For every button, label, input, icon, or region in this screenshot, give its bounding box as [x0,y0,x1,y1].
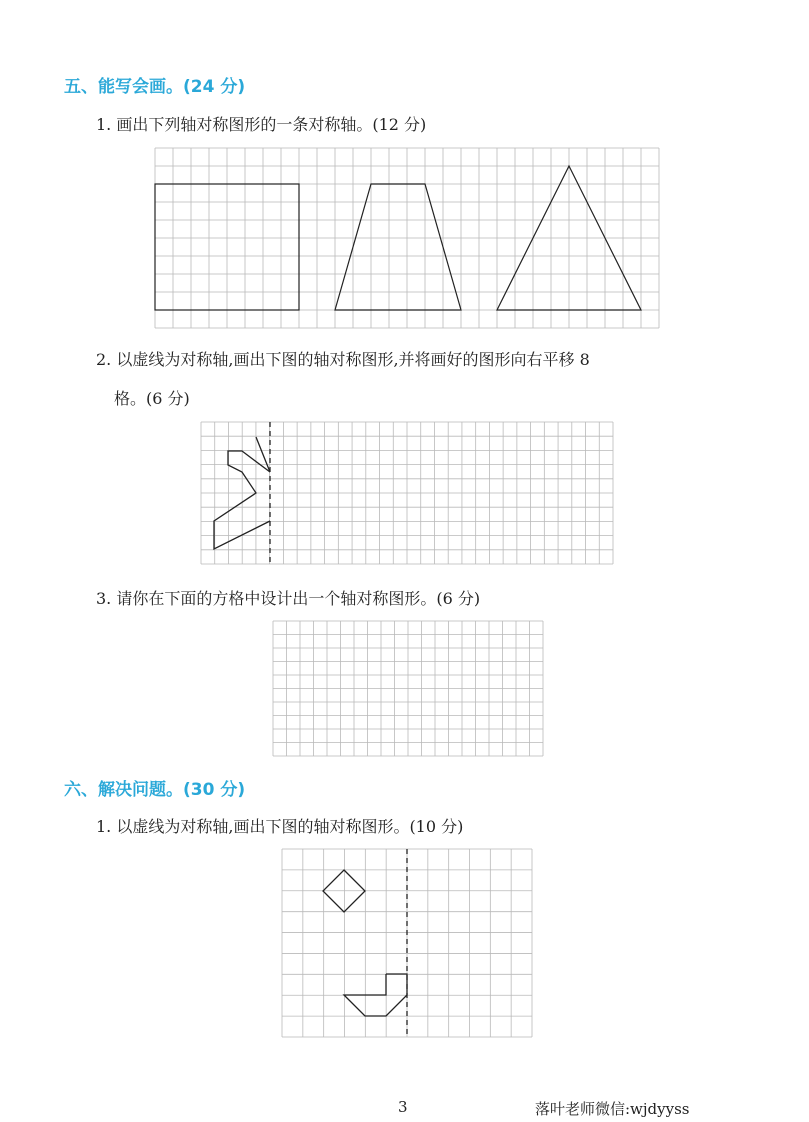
trapezoid-shape [335,184,461,310]
grid-design[interactable] [273,621,543,756]
grid-reflect-translate[interactable] [201,422,613,564]
section-title-6: 六、解决问题。(30 分) [64,780,246,800]
footer-credit: 落叶老师微信:wjdyyss [535,1100,690,1118]
question-6-1: 1. 以虚线为对称轴,画出下图的轴对称图形。(10 分) [96,817,464,836]
question-5-2-cont: 格。(6 分) [114,389,190,408]
question-5-2: 2. 以虚线为对称轴,画出下图的轴对称图形,并将画好的图形向右平移 8 [96,350,590,369]
page-number: 3 [398,1098,408,1116]
question-5-1: 1. 画出下列轴对称图形的一条对称轴。(12 分) [96,115,427,134]
section-title-5: 五、能写会画。(24 分) [64,77,246,97]
question-5-3: 3. 请你在下面的方格中设计出一个轴对称图形。(6 分) [96,589,481,608]
grid-symmetry-shapes[interactable] [155,148,659,328]
grid-reflect-only[interactable] [282,849,532,1037]
